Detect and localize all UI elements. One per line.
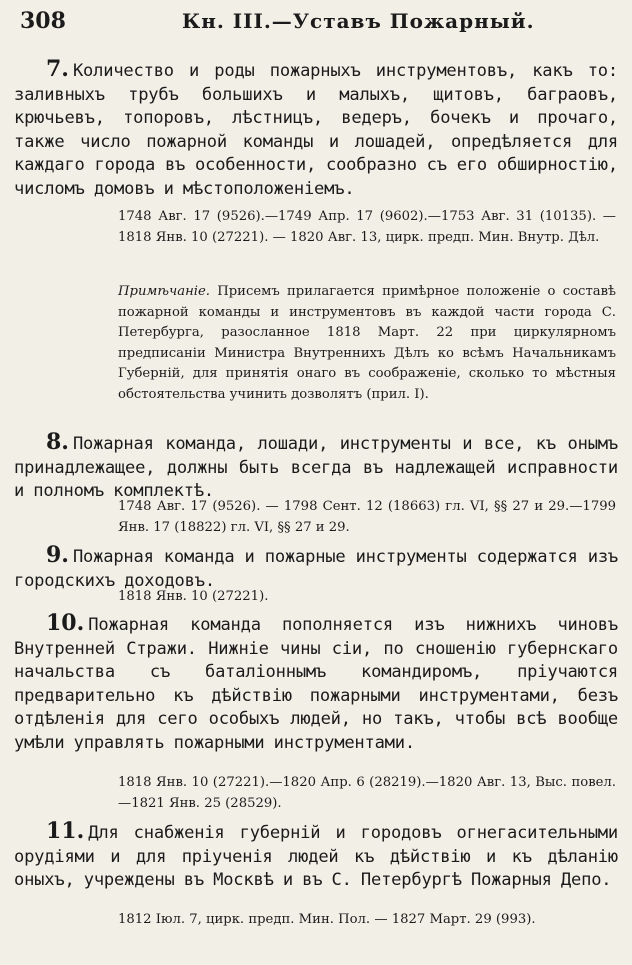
- article-11: [14, 820, 618, 893]
- article-number: 11.: [46, 818, 85, 844]
- article-7: [14, 58, 618, 201]
- page-header: [14, 8, 618, 38]
- article-11-citation: 1812 Іюл. 7, цирк. предп. Мин. Пол. — 1827 Март. 29 (993).: [118, 912, 536, 927]
- page-number: 308: [20, 8, 66, 34]
- article-9: [14, 544, 618, 593]
- article-number: 10.: [46, 610, 85, 636]
- article-10: [14, 612, 618, 755]
- article-7-note: [118, 282, 616, 405]
- article-text: Пожарная команда, лошади, инструменты и все, къ онымъ принадлежащее, должны быть всегда въ надлежащей исправности и полномъ комплектѣ.: [14, 434, 618, 501]
- article-body: [14, 58, 618, 201]
- article-body: [14, 820, 618, 893]
- article-body: [14, 544, 618, 593]
- article-10-citation: 1818 Янв. 10 (27221).—1820 Апр. 6 (28219).—1820 Авг. 13, Выс. повел.—1821 Янв. 25 (28529).: [118, 775, 616, 811]
- article-number: 8.: [46, 429, 69, 455]
- running-title: Кн. III.—Уставъ Пожарный.: [182, 9, 535, 33]
- article-body: [14, 612, 618, 755]
- article-body: [14, 431, 618, 504]
- article-text: Пожарная команда пополняется изъ нижнихъ чиновъ Внутренней Стражи. Нижніе чины сіи, по сношенію губернскаго начальства съ баталіоннымъ командиромъ, пріучаются предварительно къ дѣйствію пожарными инструментами, безъ отдѣленія для сего особыхъ людей, но такъ, чтобы всѣ вообще умѣли управлять пожарными инструментами.: [14, 615, 618, 753]
- note-label: Примѣчаніе.: [118, 284, 210, 299]
- article-7-citation: 1748 Авг. 17 (9526).—1749 Апр. 17 (9602).—1753 Авг. 31 (10135). — 1818 Янв. 10 (27221). — 1820 Авг. 13, цирк. предп. Мин. Внутр. Дѣл.: [118, 209, 616, 245]
- article-8-citation: 1748 Авг. 17 (9526). — 1798 Сент. 12 (18663) гл. VI, §§ 27 и 29.—1799 Янв. 17 (18822) гл. VI, §§ 27 и 29.: [118, 499, 616, 535]
- article-9-citation: 1818 Янв. 10 (27221).: [118, 589, 269, 604]
- article-number: 7.: [46, 56, 69, 82]
- article-text: Количество и роды пожарныхъ инструментовъ, какъ то: заливныхъ трубъ большихъ и малыхъ, щитовъ, баграовъ, крючьевъ, топоровъ, лѣстницъ, ведеръ, бочекъ и прочаго, также число пожарной команды и лошадей, опредѣляется для каждаго города въ особенности, сообразно съ его обширностію, числомъ домовъ и мѣстоположеніемъ.: [14, 61, 618, 199]
- article-8: [14, 431, 618, 504]
- article-text: Для снабженія губерній и городовъ огнегасительными орудіями и для пріученія людей къ дѣйствію и къ дѣланію оныхъ, учреждены въ Москвѣ и въ С. Петербургѣ Пожарныя Депо.: [14, 823, 618, 890]
- article-text: Пожарная команда и пожарные инструменты содержатся изъ городскихъ доходовъ.: [14, 547, 618, 591]
- article-number: 9.: [46, 542, 69, 568]
- note-text: Присемъ прилагается примѣрное положеніе о составѣ пожарной команды и инструментовъ въ каждой части города С. Петербурга, разосланное 1818 Март. 22 при циркулярномъ предписаніи Министра Внутреннихъ Дѣлъ ко всѣмъ Начальникамъ Губерній, для принятія онаго въ соображеніе, сколько то мѣстныя обстоятельства учинить дозволятъ (прил. I).: [118, 284, 616, 402]
